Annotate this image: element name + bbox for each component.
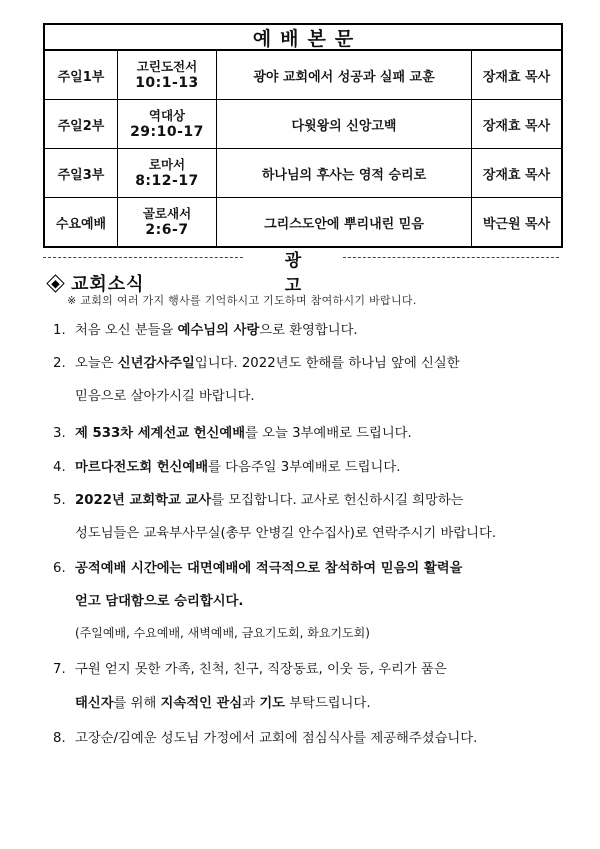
worship-table — [43, 23, 563, 248]
worship-title-text: 예배본문 — [252, 27, 363, 50]
announcement-item — [53, 319, 358, 338]
dashed-divider-right — [343, 257, 559, 258]
preacher-name: 장재효 목사 — [471, 149, 561, 197]
scripture-reference — [117, 100, 216, 148]
service-list-note: (주일예배, 수요예배, 새벽예배, 금요기도회, 화요기도회) — [75, 626, 370, 640]
scripture-book: 고린도전서 — [136, 59, 198, 74]
sermon-title: 다윗왕의 신앙고백 — [216, 100, 471, 148]
announcement-item-continued — [75, 385, 255, 404]
item-number: 2. — [53, 356, 66, 371]
sermon-title: 그리스도안에 뿌리내린 믿음 — [216, 198, 471, 246]
item-number: 6. — [53, 561, 66, 576]
service-name: 주일3부 — [57, 167, 105, 183]
text-run: 구원 얻지 못한 가족, 친척, 친구, 직장동료, 이웃 등, 우리가 품은 — [75, 662, 447, 677]
diamond-bullet-icon — [46, 274, 64, 292]
announcement-item — [53, 489, 464, 508]
text-run: 를 다음주일 3부예배로 드립니다. — [208, 460, 401, 475]
text-run: 부탁드립니다. — [285, 696, 371, 711]
emphasis-text: 제 533차 세계선교 헌신예배 — [75, 426, 246, 441]
announcement-item — [53, 557, 462, 576]
worship-row — [45, 51, 561, 99]
item-number: 4. — [53, 460, 66, 475]
emphasis-text: 기도 — [259, 696, 286, 711]
service-name: 주일2부 — [57, 118, 105, 134]
item-number: 8. — [53, 731, 66, 746]
worship-row — [45, 197, 561, 246]
emphasis-text: 공적예배 시간에는 대면예배에 적극적으로 참석하여 믿음의 활력을 — [75, 561, 463, 576]
dashed-divider-left — [43, 257, 243, 258]
worship-table-title — [45, 25, 561, 51]
text-run: 믿음으로 살아가시길 바랍니다. — [75, 389, 255, 404]
service-name: 수요예배 — [55, 216, 107, 232]
text-run: 를 오늘 3부예배로 드립니다. — [245, 426, 412, 441]
service-name: 주일1부 — [57, 69, 105, 85]
emphasis-text: 신년감사주일 — [117, 356, 195, 371]
sermon-title: 하나님의 후사는 영적 승리로 — [216, 149, 471, 197]
scripture-verse: 8:12-17 — [135, 173, 199, 189]
emphasis-text: 얻고 담대함으로 승리합시다. — [75, 594, 244, 609]
text-run: 를 위해 — [113, 696, 161, 711]
text-run: 고장순/김예운 성도님 가정에서 교회에 점심식사를 제공해주셨습니다. — [75, 731, 478, 746]
announcement-item — [53, 658, 447, 677]
sermon-title: 광야 교회에서 성공과 실패 교훈 — [216, 51, 471, 99]
emphasis-text: 지속적인 관심 — [160, 696, 243, 711]
announcement-item-continued — [75, 522, 496, 541]
worship-row — [45, 148, 561, 197]
scripture-verse: 10:1-13 — [135, 75, 199, 91]
item-number: 5. — [53, 493, 66, 508]
announcement-item — [53, 727, 477, 746]
announcement-item — [53, 456, 400, 475]
announcement-item — [53, 352, 460, 371]
scripture-book: 로마서 — [148, 157, 186, 172]
emphasis-text: 마르다전도회 헌신예배 — [75, 460, 209, 475]
text-run: 성도님들은 교육부사무실(총무 안병길 안수집사)로 연락주시기 바랍니다. — [75, 526, 497, 541]
preacher-name: 박근원 목사 — [471, 198, 561, 246]
emphasis-text: 태신자 — [75, 696, 114, 711]
emphasis-text: 2022년 교회학교 교사 — [75, 493, 212, 508]
preacher-name: 장재효 목사 — [471, 51, 561, 99]
scripture-reference — [117, 51, 216, 99]
scripture-book: 역대상 — [148, 108, 186, 123]
scripture-reference — [117, 198, 216, 246]
item-number: 1. — [53, 323, 66, 338]
text-run: 를 모집합니다. 교사로 헌신하시길 희망하는 — [211, 493, 464, 508]
emphasis-text: 예수님의 사랑 — [177, 323, 260, 338]
worship-row — [45, 99, 561, 148]
church-news-title: 교회소식 — [71, 274, 145, 295]
announcement-item-continued — [75, 692, 371, 711]
scripture-verse: 2:6-7 — [145, 222, 189, 238]
scripture-book: 골로새서 — [142, 206, 192, 221]
scripture-reference — [117, 149, 216, 197]
item-number: 3. — [53, 426, 66, 441]
announcement-title: 광고 — [284, 251, 330, 296]
text-run: 오늘은 — [75, 356, 118, 371]
announcement-item — [53, 422, 412, 441]
announcement-item-continued — [75, 590, 243, 609]
text-run: 처음 오신 분들을 — [75, 323, 178, 338]
text-run: 입니다. 2022년도 한해를 하나님 앞에 신실한 — [194, 356, 460, 371]
scripture-verse: 29:10-17 — [130, 124, 204, 140]
text-run: 으로 환영합니다. — [259, 323, 358, 338]
item-number: 7. — [53, 662, 66, 677]
worship-rows — [45, 51, 561, 246]
text-run: 과 — [242, 696, 260, 711]
preacher-name: 장재효 목사 — [471, 100, 561, 148]
church-news-note: ※ 교회의 여러 가지 행사를 기억하시고 기도하며 참여하시기 바랍니다. — [67, 294, 417, 307]
